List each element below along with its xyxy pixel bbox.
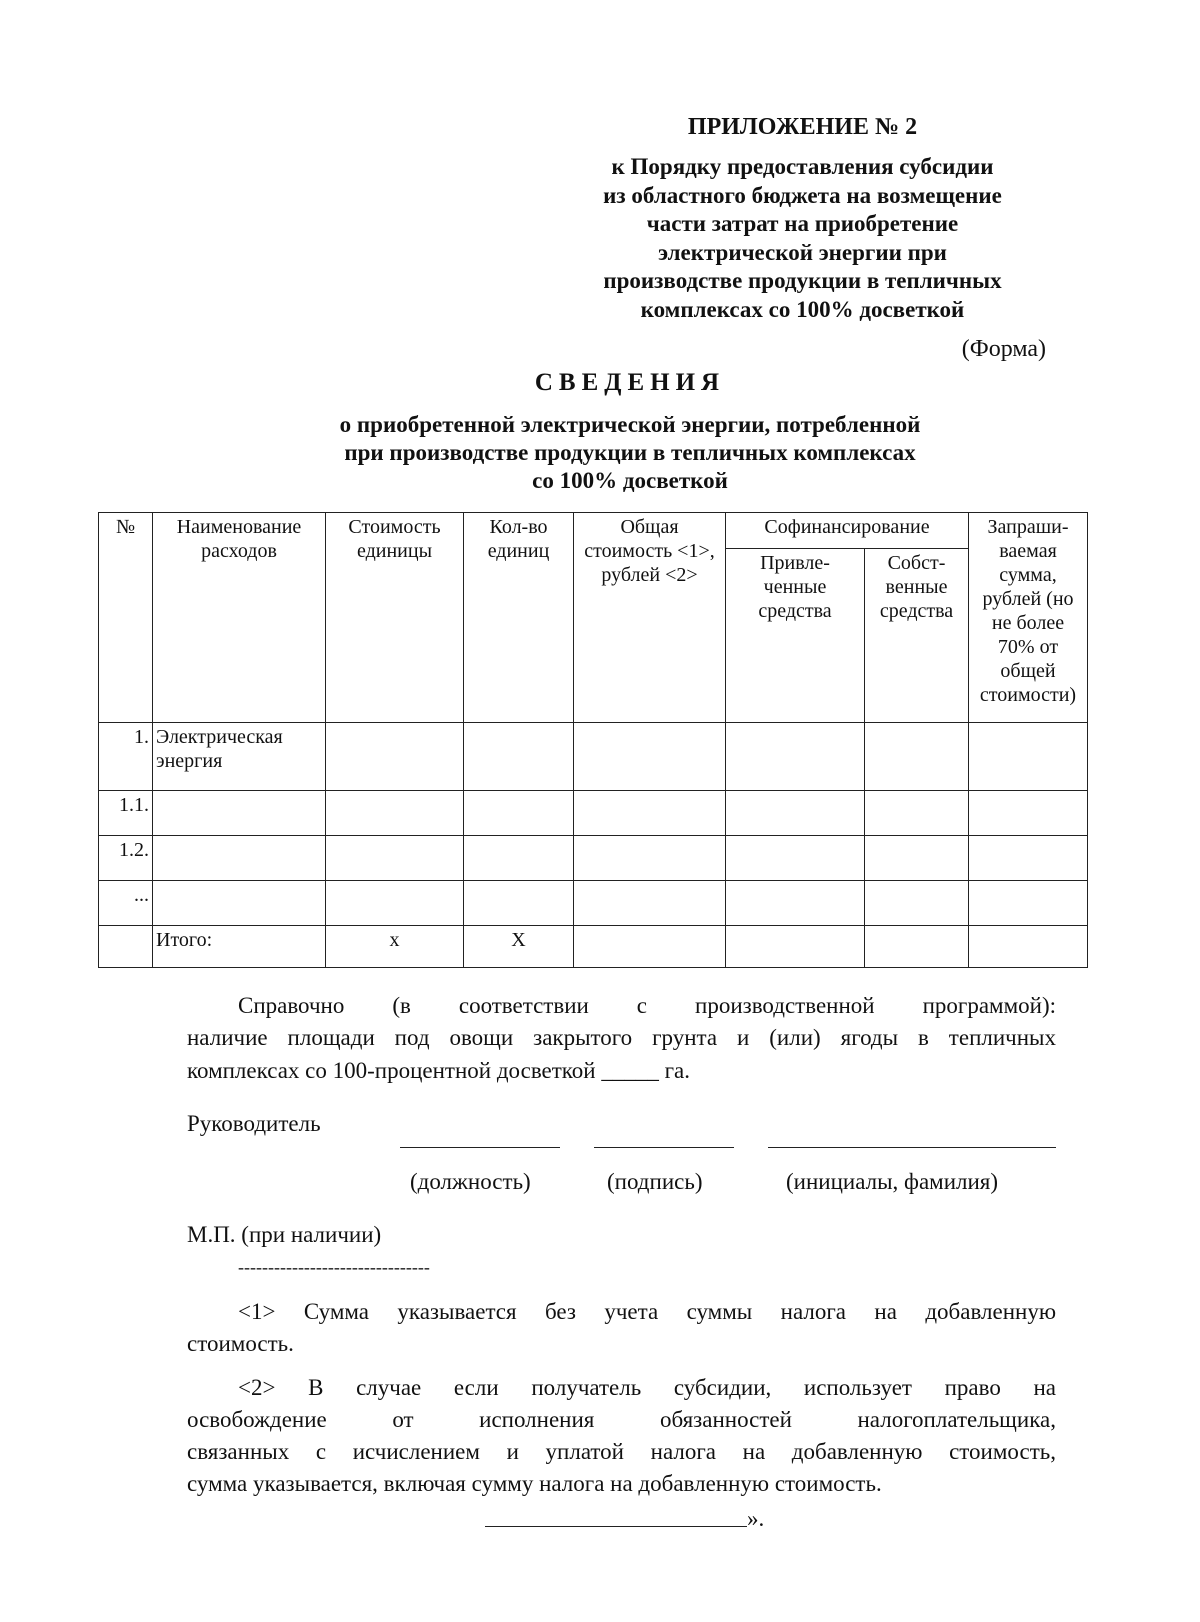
row-name: [153, 881, 326, 926]
table-row: [99, 836, 1088, 881]
area-blank: _____: [601, 1058, 659, 1083]
total-unit-cost: x: [326, 926, 464, 968]
table-cell: [574, 926, 726, 968]
appendix-title: ПРИЛОЖЕНИЕ № 2: [687, 114, 918, 140]
table-cell: [726, 926, 865, 968]
footnote-2-line-1: <2> В случае если получатель субсидии, использует право на: [238, 1375, 1056, 1400]
table-cell: [326, 791, 464, 836]
header-requested-amount: Запраши-ваемая сумма, рублей (но не более 70% от общей стоимости): [969, 513, 1088, 723]
table-cell: [574, 791, 726, 836]
signature-line: [594, 1146, 734, 1148]
total-quantity: X: [464, 926, 574, 968]
head-label: Руководитель: [187, 1111, 321, 1136]
name-line: [768, 1146, 1056, 1148]
table-cell: [574, 881, 726, 926]
header-quantity: Кол-во единиц: [464, 513, 574, 723]
table-cell: [464, 723, 574, 791]
total-label: Итого:: [153, 926, 326, 968]
appendix-subtitle-line: части затрат на приобретение: [646, 211, 959, 236]
header-number: №: [99, 513, 153, 723]
table-cell: [865, 926, 969, 968]
appendix-subtitle-line: из областного бюджета на возмещение: [603, 182, 1002, 208]
footnote-1-line-2: стоимость.: [187, 1331, 294, 1356]
header-total-cost: Общая стоимость <1>, рублей <2>: [574, 513, 726, 723]
position-line: [400, 1146, 560, 1148]
table-cell: [726, 881, 865, 926]
footnote-2-line-3: связанных с исчислением и уплатой налога на добавленную стоимость,: [187, 1439, 1056, 1464]
table-cell: [865, 723, 969, 791]
table-row: [99, 881, 1088, 926]
table-row: [99, 791, 1088, 836]
footnote-separator: --------------------------------: [238, 1257, 430, 1277]
table-cell: [99, 926, 153, 968]
row-number: 1.: [99, 723, 153, 791]
closing-quote: ».: [747, 1506, 765, 1531]
form-label: (Форма): [961, 336, 1046, 362]
document-title: СВЕДЕНИЯ: [534, 369, 726, 396]
header-attracted-funds: Привле-ченные средства: [726, 549, 865, 723]
table-cell: [326, 836, 464, 881]
header-name: Наименование расходов: [153, 513, 326, 723]
area-unit: га.: [664, 1058, 691, 1083]
row-name: Электрическая энергия: [153, 723, 326, 791]
table-cell: [969, 836, 1088, 881]
appendix-subtitle-line: комплексах со 100% досветкой: [640, 296, 965, 322]
header-own-funds: Собст-венные средства: [865, 549, 969, 723]
footnote-2-line-4: сумма указывается, включая сумму налога на добавленную стоимость.: [187, 1471, 882, 1496]
closing-line: [485, 1525, 747, 1527]
header-unit-cost: Стоимость единицы: [326, 513, 464, 723]
table-cell: [464, 836, 574, 881]
row-name: [153, 791, 326, 836]
table-cell: [726, 723, 865, 791]
reference-line-3-text: комплексах со 100-процентной досветкой: [187, 1058, 596, 1083]
table-cell: [326, 723, 464, 791]
header-cofinancing: Софинансирование: [726, 513, 969, 549]
appendix-subtitle-line: к Порядку предоставления субсидии: [611, 154, 994, 179]
footnote-1-line-1: <1> Сумма указывается без учета суммы налога на добавленную: [238, 1299, 1056, 1324]
total-row: [99, 926, 1088, 968]
stamp-label: М.П. (при наличии): [187, 1222, 382, 1247]
table-cell: [464, 791, 574, 836]
reference-line-1: Справочно (в соответствии с производственной программой):: [238, 993, 1056, 1018]
signature-caption: (подпись): [607, 1169, 703, 1194]
table-cell: [969, 881, 1088, 926]
document-subtitle: [200, 411, 1060, 495]
position-caption: (должность): [410, 1169, 531, 1194]
table-cell: [726, 836, 865, 881]
table-cell: [969, 791, 1088, 836]
expenses-table: [98, 512, 1088, 968]
table-cell: [969, 723, 1088, 791]
document-subtitle-line: со 100% досветкой: [532, 468, 728, 493]
table-cell: [574, 836, 726, 881]
reference-line-2: наличие площади под овощи закрытого грунта и (или) ягоды в тепличных: [187, 1025, 1056, 1050]
row-name: [153, 836, 326, 881]
name-caption: (инициалы, фамилия): [786, 1169, 999, 1194]
table-cell: [574, 723, 726, 791]
table-cell: [865, 791, 969, 836]
document-subtitle-line: о приобретенной электрической энергии, потребленной: [339, 412, 921, 437]
appendix-subtitle-line: электрической энергии при: [658, 239, 947, 265]
document-subtitle-line: при производстве продукции в тепличных комплексах: [344, 440, 916, 465]
appendix-subtitle: [560, 153, 1045, 324]
appendix-subtitle-line: производстве продукции в тепличных: [603, 268, 1002, 293]
row-number: 1.2.: [99, 836, 153, 881]
footnote-2-line-2: освобождение от исполнения обязанностей налогоплательщика,: [187, 1407, 1056, 1432]
table-cell: [326, 881, 464, 926]
table-cell: [464, 881, 574, 926]
row-number: 1.1.: [99, 791, 153, 836]
table-cell: [969, 926, 1088, 968]
table-cell: [865, 836, 969, 881]
table-cell: [726, 791, 865, 836]
table-row: [99, 723, 1088, 791]
table-cell: [865, 881, 969, 926]
row-number: ...: [99, 881, 153, 926]
reference-line-3: [187, 1055, 690, 1087]
